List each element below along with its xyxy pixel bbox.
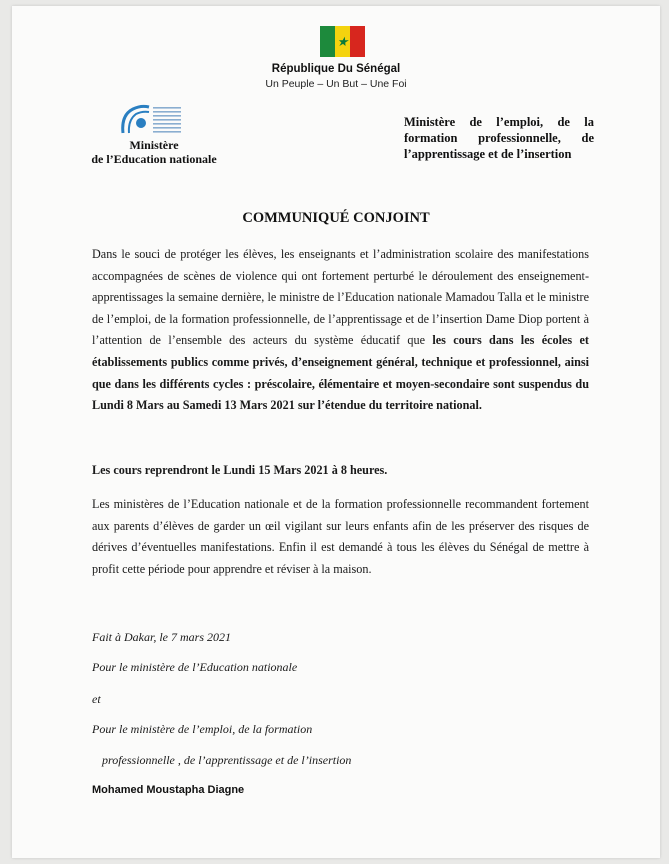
paragraph-resumption: Les cours reprendront le Lundi 15 Mars 2021 à 8 heures.: [92, 463, 388, 477]
flag-stripe-yellow: [335, 26, 350, 57]
signature-for-employment-2: professionnelle , de l’apprentissage et de l’insertion: [102, 753, 352, 767]
education-ministry-line1: Ministère: [129, 138, 179, 152]
signature-for-education: Pour le ministère de l’Education nationale: [92, 660, 298, 674]
flag-stripe-green: [320, 26, 335, 57]
document-title: COMMUNIQUÉ CONJOINT: [242, 210, 430, 226]
education-ministry-logo: [119, 103, 185, 137]
signature-for-employment-1: Pour le ministère de l’emploi, de la formation: [92, 722, 313, 736]
document-page: [12, 6, 660, 858]
national-motto: Un Peuple – Un But – Une Foi: [265, 78, 407, 90]
paragraph-main-bold: les cours dans les écoles et établissements publics comme privés, d’enseignement général, technique et professionnel, ainsi que dans les différents cycles : préscolaire, élémentaire et moyen-secondaire sont suspendus du Lundi 8 Mars au Samedi 13 Mars 2021 sur l’étendue du territoire national.: [92, 333, 589, 413]
senegal-flag: [320, 26, 365, 57]
employment-ministry-name: Ministère de l’emploi, de la formation professionnelle, de l’apprentissage et de l’insertion: [404, 115, 594, 161]
flag-stripe-red: [350, 26, 365, 57]
star-icon: ★: [336, 33, 349, 49]
signature-and: et: [92, 692, 101, 706]
paragraph-main-text: Dans le souci de protéger les élèves, les enseignants et l’administration scolaire des manifestations accompagnées de scènes de violence qui ont fortement perturbé le déroulement des enseignement-apprentissages la semaine dernière, le ministre de l’Education nationale Mamadou Talla et le ministre de l’emploi, de la formation professionnelle, de l’apprentissage et de l’insertion Dame Diop portent à l’attention de l’ensemble des acteurs du système éducatif que: [92, 247, 589, 348]
paragraph-recommendation: Les ministères de l’Education nationale et de la formation professionnelle recommandent fortement aux parents d’élèves de garder un œil vigilant sur leurs enfants afin de les préserver des risques de dérives d’éventuelles manifestations. Enfin il est demandé à tous les élèves du Sénégal de mettre à profit cette période pour apprendre et réviser à la maison.: [92, 497, 589, 576]
education-ministry-name: [72, 138, 236, 166]
education-ministry-line2: de l’Education nationale: [91, 152, 217, 166]
signature-place-date: Fait à Dakar, le 7 mars 2021: [92, 630, 231, 644]
signer-name: Mohamed Moustapha Diagne: [92, 784, 245, 796]
republic-name: République Du Sénégal: [271, 63, 401, 75]
paragraph-main: [92, 244, 589, 417]
